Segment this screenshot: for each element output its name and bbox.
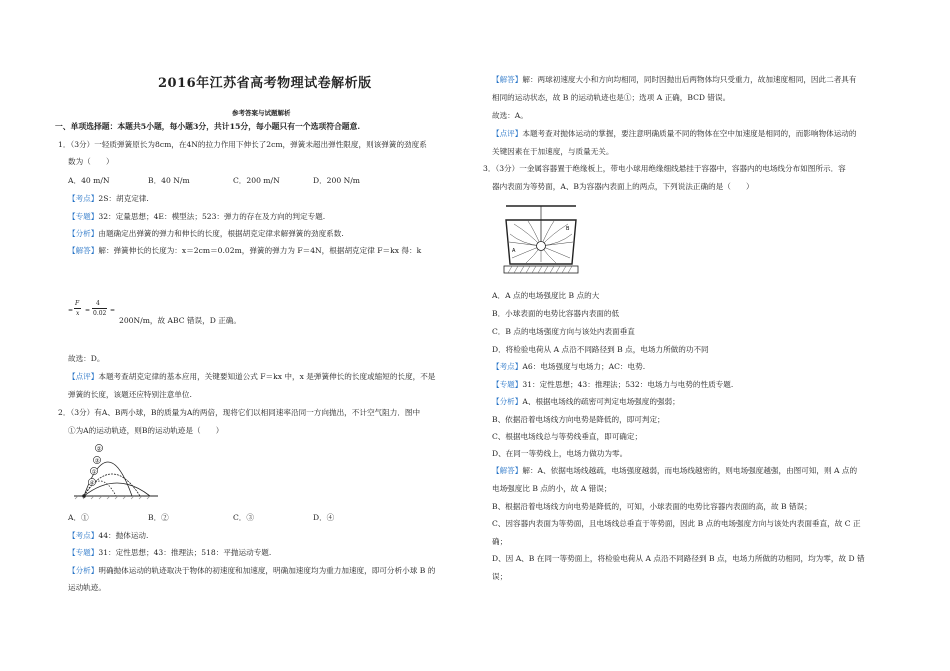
q3-jieda-c1: C、因容器内表面为等势面，且电场线总垂直于等势面，因此 B 点的电场强度方向与该处内表面垂直，故 C 正 [492, 519, 861, 528]
q3-stem-line2: 器内表面为等势面，A、B为容器内表面上的两点，下列说法正确的是（ ） [492, 182, 754, 191]
curve-label-1: ① [91, 469, 97, 476]
tag-label: 【解答】 [492, 466, 523, 475]
tag-label: 【考点】 [492, 362, 523, 371]
curve-label-3: ③ [94, 458, 100, 465]
formula-num: 4 [96, 300, 100, 307]
point-b-label: B [566, 226, 570, 232]
q1-choose: 故选：D。 [68, 354, 105, 363]
curve-label-4: ④ [89, 480, 95, 487]
q1-jieda [68, 246, 421, 256]
q3-stem-line1: 3．（3分）一金属容器置于绝缘板上，带电小球用绝缘细线悬挂于容器中，容器内的电场线分布如图所示．容 [483, 164, 846, 173]
curve-label-2: ② [96, 446, 102, 453]
charged-ball [537, 242, 546, 251]
q1-dianping-line2: 弹簧的长度，该题还应特别注意单位. [68, 390, 192, 399]
tag-content: 明确抛体运动的轨迹取决于物体的初速度和加速度，明确加速度均为重力加速度，即可分析小球 B 的 [98, 566, 436, 575]
q2-option-d: D．④ [313, 513, 335, 522]
q3-option-a: A．A 点的电场强度比 B 点的大 [492, 291, 600, 300]
tag-content: 本题考查胡克定律的基本应用，关键要知道公式 F＝kx 中，x 是弹簧伸长的长度或缩短的长度，不是 [98, 372, 436, 381]
q2-stem-line2: ①为A的运动轨迹，则B的运动轨迹是（ ） [68, 426, 224, 435]
q1-fenxi [68, 229, 344, 239]
fraction-bar [92, 308, 107, 309]
q2-option-b: B．② [148, 513, 169, 522]
q3-fenxi-c: C、根据电场线总与等势线垂直，即可确定； [492, 432, 643, 441]
q1-stem-line1: 1．（3分）一轻质弹簧原长为8cm，在4N的拉力作用下伸长了2cm，弹簧未超出弹性限度，则该弹簧的劲度系 [58, 140, 427, 149]
tag-content: A6：电场强度与电场力；AC：电势. [522, 362, 646, 371]
launch-point [82, 494, 86, 498]
q2-choose: 故选：A。 [492, 111, 528, 120]
tag-content: 由题确定出弹簧的弹力和伸长的长度，根据胡克定律求解弹簧的劲度系数. [98, 229, 344, 238]
q3-kaodian [492, 362, 645, 372]
tag-content: A、根据电场线的疏密可判定电场强度的强弱； [522, 397, 680, 406]
tag-label: 【分析】 [68, 566, 99, 575]
q1-stem-line2: 数为（ ） [68, 157, 114, 166]
q3-fenxi-d: D、在同一等势线上，电场力做功为零。 [492, 449, 628, 458]
q3-jieda-d1: D、因 A、B 在同一等势面上，将检验电荷从 A 点沿不同路径到 B 点，电场力所做的功相同，均为零，故 D 错 [492, 554, 865, 563]
tag-label: 【点评】 [68, 372, 99, 381]
q2-kaodian [68, 531, 148, 541]
q2-jieda-line2: 相同的运动状态，故 B 的运动轨迹也是①；选项 A 正确，BCD 错误。 [492, 93, 731, 102]
q2-stem-line1: 2．（3分）有A、B两小球，B的质量为A的两倍，现将它们以相同速率沿同一方向抛出，不计空气阻力．图中 [58, 408, 421, 417]
tag-content: 解：A、依据电场线越疏，电场强度越弱，而电场线越密的，则电场强度越强，由图可知，则 A 点的 [522, 466, 858, 475]
q3-fenxi-b: B、依据沿着电场线方向电势是降低的，即可判定； [492, 415, 665, 424]
formula-equals: = [110, 307, 116, 314]
tag-content: 32：定量思想；4E：模型法；523：弹力的存在及方向的判定专题. [98, 212, 326, 221]
q3-option-d: D．将检验电荷从 A 点沿不同路径到 B 点，电场力所做的功不同 [492, 345, 709, 354]
tag-content: 44：抛体运动. [98, 531, 149, 540]
q2-fenxi-line1 [68, 566, 435, 576]
tag-label: 【解答】 [68, 246, 99, 255]
q1-dianping-line1 [68, 372, 435, 382]
section-heading: 一、单项选择题：本题共5小题，每小题3分，共计15分，每小题只有一个选项符合题意. [55, 122, 361, 131]
q3-option-b: B．小球表面的电势比容器内表面的低 [492, 309, 620, 318]
tag-content: 31：定性思想；43：推理法；518：平抛运动专题. [98, 548, 272, 557]
tag-label: 【分析】 [492, 397, 523, 406]
tag-label: 【专题】 [492, 380, 523, 389]
q3-zhuanti [492, 380, 733, 390]
formula-equals: = [85, 307, 91, 314]
point-a-label: A [512, 248, 516, 254]
q3-container-figure [500, 200, 582, 278]
tag-label: 【专题】 [68, 548, 99, 557]
q3-jieda-d2: 误； [492, 572, 508, 581]
q1-kaodian [68, 194, 149, 204]
q2-fenxi-line2: 运动轨迹。 [68, 583, 106, 592]
q2-trajectory-figure [70, 440, 160, 500]
q3-jieda-c2: 确； [492, 537, 508, 546]
q3-jieda-b: B、根据沿着电场线方向电势是降低的，可知，小球表面的电势比容器内表面的高，故 B 错误； [492, 502, 812, 511]
q2-dianping-line2: 关键因素在于加速度，与质量无关。 [492, 147, 614, 156]
tag-label: 【考点】 [68, 531, 99, 540]
q1-formula-tail: 200N/m，故 ABC 错误，D 正确。 [119, 316, 241, 325]
tag-label: 【考点】 [68, 194, 99, 203]
formula-equals: = [68, 307, 74, 314]
q3-option-c: C．B 点的电场强度方向与该处内表面垂直 [492, 327, 635, 336]
q2-dianping-line1 [492, 129, 857, 139]
q2-option-c: C．③ [233, 513, 254, 522]
formula-den: 0.02 [93, 310, 107, 317]
tag-content: 本题考查对抛体运动的掌握，要注意明确质量不同的物体在空中加速度是相同的，而影响物体运动的 [522, 129, 857, 138]
q3-jieda-a1 [492, 466, 857, 476]
q2-option-a: A．① [68, 513, 89, 522]
q2-jieda-line1 [492, 75, 857, 85]
q1-option-a: A．40 m/N [68, 176, 110, 185]
q2-zhuanti [68, 548, 271, 558]
tag-label: 【点评】 [492, 129, 523, 138]
q1-option-c: C．200 m/N [233, 176, 280, 185]
q1-zhuanti [68, 212, 325, 222]
insulating-board [504, 266, 578, 273]
tag-label: 【分析】 [68, 229, 99, 238]
q3-jieda-a2: 电场强度比 B 点的小，故 A 错误； [492, 484, 612, 493]
doc-title: 2016年江苏省高考物理试卷解析版 [158, 76, 372, 91]
q3-fenxi-a [492, 397, 680, 407]
q1-option-b: B．40 N/m [148, 176, 190, 185]
q1-option-d: D．200 N/m [313, 176, 360, 185]
formula-den: x [76, 310, 80, 317]
tag-label: 【专题】 [68, 212, 99, 221]
tag-content: 解：两球初速度大小和方向均相同，同时因抛出后两物体均只受重力，故加速度相同，因此二者具有 [522, 75, 857, 84]
tag-label: 【解答】 [492, 75, 523, 84]
tag-content: 解：弹簧伸长的长度为：x＝2cm＝0.02m，弹簧的弹力为 F＝4N，根据胡克定律 F＝kx 得：k [98, 246, 422, 255]
tag-content: 2S：胡克定律. [98, 194, 149, 203]
formula-num: F [75, 300, 80, 307]
fraction-bar [74, 308, 81, 309]
doc-subtitle: 参考答案与试题解析 [232, 109, 291, 117]
tag-content: 31：定性思想；43：推理法；532：电场力与电势的性质专题. [522, 380, 734, 389]
